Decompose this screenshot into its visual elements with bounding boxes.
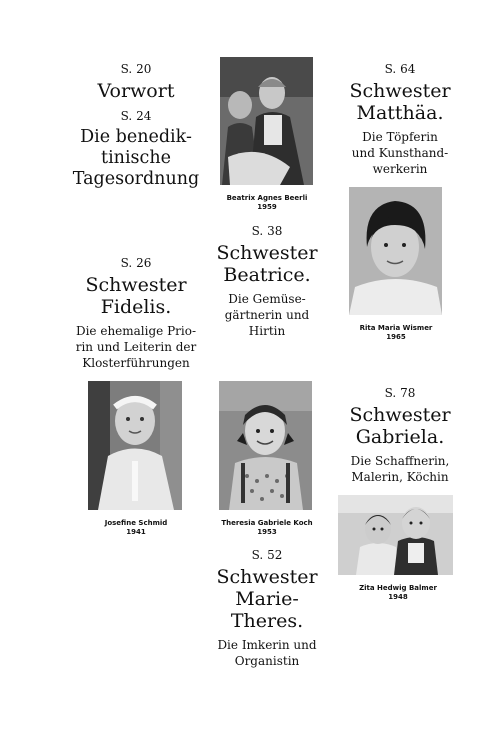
entry-subtitle-line: Die ehemalige Prio- bbox=[75, 324, 197, 338]
caption-theresia bbox=[203, 519, 331, 537]
entry-subtitle-line: Die Gemüse- bbox=[228, 292, 306, 306]
entry-subtitle-line: Hirtin bbox=[248, 324, 286, 338]
entry-subtitle-line: Malerin, Köchin bbox=[351, 470, 449, 484]
caption-name: Theresia Gabriele Koch bbox=[221, 519, 313, 527]
entry-title-line: Fidelis. bbox=[100, 296, 172, 318]
page-number: S. 38 bbox=[251, 224, 283, 238]
caption-year: 1965 bbox=[386, 333, 406, 341]
entry-title-line: tinische bbox=[101, 148, 171, 168]
toc-entry-gabriela bbox=[335, 386, 465, 485]
caption-rita bbox=[335, 324, 457, 342]
photo-josefine-schmid bbox=[88, 381, 182, 510]
caption-name: Beatrix Agnes Beerli bbox=[226, 194, 308, 202]
entry-title-line: Schwester bbox=[216, 242, 318, 264]
page-number: S. 24 bbox=[120, 109, 152, 123]
entry-title-line: Schwester bbox=[85, 274, 187, 296]
toc-entry-marie-theres bbox=[203, 548, 331, 669]
entry-subtitle-line: rin und Leiterin der bbox=[75, 340, 197, 354]
page-number: S. 20 bbox=[120, 62, 152, 76]
entry-title-line: Marie-Theres. bbox=[230, 588, 304, 632]
entry-subtitle-line: und Kunsthand- bbox=[351, 146, 449, 160]
caption-name: Zita Hedwig Balmer bbox=[359, 584, 437, 592]
entry-subtitle-line: Organistin bbox=[234, 654, 300, 668]
entry-title-line: Schwester bbox=[216, 566, 318, 588]
entry-title-line: Tagesordnung bbox=[72, 169, 200, 189]
page-number: S. 26 bbox=[120, 256, 152, 270]
photo-zita-hedwig-balmer bbox=[338, 495, 453, 575]
toc-entry-vorwort bbox=[72, 62, 200, 102]
entry-subtitle-line: Die Schaffnerin, bbox=[350, 454, 450, 468]
page-number: S. 52 bbox=[251, 548, 283, 562]
caption-year: 1959 bbox=[257, 203, 277, 211]
caption-year: 1953 bbox=[257, 528, 277, 536]
toc-entry-beatrice bbox=[203, 224, 331, 339]
caption-year: 1941 bbox=[126, 528, 146, 536]
photo-beatrix-agnes-beerli bbox=[220, 57, 313, 185]
entry-title-line: Beatrice. bbox=[223, 264, 311, 286]
toc-entry-tagesordnung bbox=[72, 109, 200, 190]
entry-title-line: Die benedik- bbox=[80, 127, 192, 147]
entry-subtitle-line: gärtnerin und bbox=[224, 308, 310, 322]
caption-zita bbox=[335, 584, 461, 602]
page-number: S. 78 bbox=[384, 386, 416, 400]
photo-rita-maria-wismer bbox=[349, 187, 442, 315]
caption-beatrix bbox=[203, 194, 331, 212]
entry-title-line: Schwester bbox=[349, 404, 451, 426]
entry-title-line: Gabriela. bbox=[355, 426, 445, 448]
caption-josefine bbox=[72, 519, 200, 537]
entry-title-line: Matthäa. bbox=[356, 102, 444, 124]
entry-title: Vorwort bbox=[97, 80, 175, 102]
entry-subtitle-line: Die Töpferin bbox=[362, 130, 438, 144]
entry-subtitle-line: werkerin bbox=[372, 162, 428, 176]
photo-theresia-gabriele-koch bbox=[219, 381, 312, 510]
toc-entry-fidelis bbox=[72, 256, 200, 371]
caption-year: 1948 bbox=[388, 593, 408, 601]
toc-entry-matthaa bbox=[335, 62, 465, 177]
entry-title-line: Schwester bbox=[349, 80, 451, 102]
page-number: S. 64 bbox=[384, 62, 416, 76]
entry-subtitle-line: Klosterführungen bbox=[82, 356, 190, 370]
entry-subtitle-line: Die Imkerin und bbox=[217, 638, 317, 652]
caption-name: Josefine Schmid bbox=[104, 519, 168, 527]
caption-name: Rita Maria Wismer bbox=[359, 324, 433, 332]
